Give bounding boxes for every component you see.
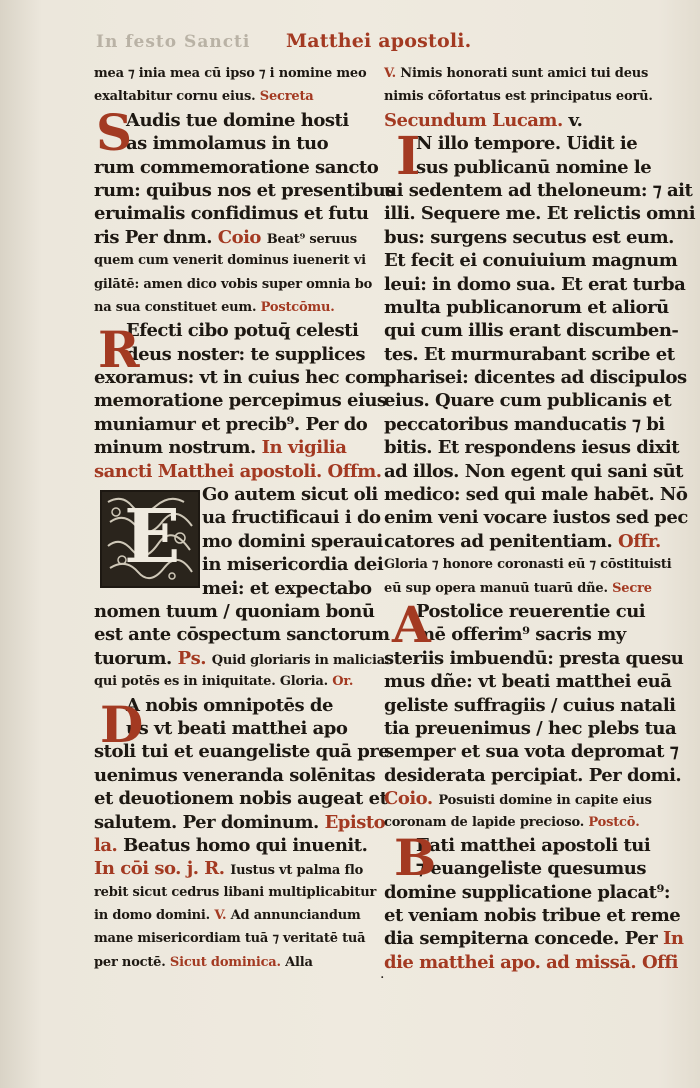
text-segment: enim veni vocare iustos sed pec <box>384 507 688 529</box>
woodcut-initial <box>100 490 200 588</box>
text-segment: illi. Sequere me. Et relictis omni <box>384 203 696 225</box>
text-segment: mus dñe: vt beati matthei euā <box>384 671 672 693</box>
right-column-line <box>384 670 672 693</box>
rubric-text: sancti Matthei apostoli. Offm. <box>94 460 382 482</box>
right-column-line <box>384 483 688 506</box>
text-segment: tuorum. <box>94 647 172 669</box>
right-column-line <box>384 296 669 319</box>
right-column-line <box>384 413 665 436</box>
right-column-line <box>384 319 679 342</box>
left-column-line <box>94 881 377 904</box>
rubric-text: Coio <box>217 226 261 248</box>
left-column-line <box>94 109 369 132</box>
right-column-line <box>384 436 680 459</box>
rubric-text: die matthei apo. ad missā. Offi <box>384 951 678 973</box>
right-column-line <box>384 179 693 202</box>
text-segment: stoli tui et euangeliste quā pre <box>94 741 390 763</box>
initial-s: S <box>96 103 133 162</box>
right-column-line <box>384 62 659 85</box>
text-segment: mei: et expectabo <box>202 577 372 599</box>
initial-b: B <box>394 828 437 887</box>
right-column-line <box>384 226 674 249</box>
text-segment: Postolice reuerentie cui <box>416 600 646 622</box>
text-segment: tes. Et murmurabant scribe et <box>384 343 675 365</box>
left-column-line <box>94 904 369 927</box>
text-segment: Posuisti domine in capite eius <box>438 793 652 809</box>
right-column-line <box>384 506 688 529</box>
rubric-text: Sicut dominica. <box>169 954 281 970</box>
rubric-text: Secre <box>612 580 652 596</box>
right-column-line <box>384 530 659 553</box>
right-column-line <box>384 343 675 366</box>
rubric-text: In cōi so. j. R. <box>94 858 225 880</box>
text-segment: eius. Quare cum publicanis et <box>384 390 672 412</box>
left-column-line <box>94 670 369 693</box>
text-segment: pharisei: dicentes ad discipulos <box>384 367 687 389</box>
right-column-line <box>384 132 659 155</box>
left-column-line <box>94 389 387 412</box>
text-segment: Beatus homo qui inuenit. <box>123 834 368 856</box>
text-segment: memoratione percepimus eius <box>94 390 387 412</box>
initial-r: R <box>98 320 140 379</box>
text-segment: ad illos. Non egent qui sani sūt <box>384 460 683 482</box>
text-segment: na sua constituet eum. <box>94 299 257 315</box>
text-segment: exaltabitur cornu eius. <box>94 89 256 105</box>
text-segment: Alla <box>285 954 313 970</box>
text-segment: Eati matthei apostoli tui <box>416 834 651 856</box>
text-segment: domine supplicatione placat⁹: <box>384 881 670 903</box>
right-column-line <box>384 740 679 763</box>
text-segment: v. <box>568 109 583 131</box>
left-column-line <box>94 460 382 483</box>
text-segment: semper et sua vota depromat ⁊ <box>384 741 679 763</box>
left-column-line <box>94 85 369 108</box>
left-column-line <box>94 413 369 436</box>
right-column-line <box>384 764 682 787</box>
text-segment: catores ad penitentiam. <box>384 530 613 552</box>
text-segment: Audis tue domine hosti <box>126 109 349 131</box>
rubric-text: Postcō. <box>588 814 640 830</box>
left-column-line <box>94 156 379 179</box>
woodcut-letter: E <box>124 494 181 580</box>
rubric-text: Or. <box>332 674 354 690</box>
text-segment: Iustus vt palma flo <box>230 863 364 879</box>
text-segment: est ante cōspectum sanctorum <box>94 624 390 646</box>
bleed-through-text: In festo Sancti <box>96 32 251 52</box>
text-segment: tia preuenimus / hec plebs tua <box>384 717 677 739</box>
text-segment: minum nostrum. <box>94 437 256 459</box>
initial-a: A <box>392 595 431 654</box>
text-segment: ui sedentem ad theloneum: ⁊ ait <box>384 179 693 201</box>
text-segment: desiderata percipiat. Per domi. <box>384 764 682 786</box>
text-segment: ⁊ euangeliste quesumus <box>416 858 646 880</box>
text-segment: dia sempiterna concede. Per <box>384 928 658 950</box>
running-header <box>0 30 700 54</box>
text-segment: rum commemoratione sancto <box>94 156 379 178</box>
text-segment: multa publicanorum et aliorū <box>384 296 669 318</box>
text-segment: Gloria ⁊ honore coronasti eū ⁊ cōstituisti <box>384 557 672 573</box>
text-segment: Et fecit ei conuiuium magnum <box>384 250 678 272</box>
initial-d: D <box>100 695 144 754</box>
text-segment: Quid gloriaris in malicia: <box>211 652 390 668</box>
text-segment: peccatoribus manducatis ⁊ bi <box>384 413 665 435</box>
running-title: Matthei apostoli. <box>286 30 472 52</box>
left-column-line <box>94 787 388 810</box>
left-column-line <box>94 436 369 459</box>
rubric-text: Episto <box>324 811 386 833</box>
left-column-line <box>94 296 369 319</box>
text-segment: mē offerim⁹ sacris my <box>416 624 626 646</box>
left-column-line <box>94 132 369 155</box>
rubric-text: In <box>662 928 684 950</box>
right-column-line <box>384 366 687 389</box>
text-segment: mane misericordiam tuā ⁊ veritatē tuā <box>94 931 366 947</box>
right-column-line <box>384 927 684 950</box>
left-column-line <box>94 951 369 974</box>
text-segment: mea ⁊ inia mea cū ipso ⁊ i nomine meo <box>94 66 367 81</box>
text-segment: ris Per dnm. <box>94 226 212 248</box>
text-segment: qui cum illis erant discumben- <box>384 320 679 342</box>
text-segment: as immolamus in tuo <box>126 133 329 155</box>
right-column-line <box>384 694 676 717</box>
text-segment: in misericordia dei <box>202 554 384 576</box>
text-segment: rebit sicut cedrus libani multiplicabitur <box>94 884 377 900</box>
text-segment: et veniam nobis tribue et reme <box>384 905 681 927</box>
margin-mark: . <box>380 966 385 982</box>
left-column-line <box>94 647 390 670</box>
text-segment: in domo domini. <box>94 908 210 924</box>
right-column-line <box>384 202 696 225</box>
text-segment: mo domini speraui <box>202 530 383 552</box>
text-segment: quem cum venerit dominus iuenerit vi <box>94 253 366 269</box>
text-segment: ua fructificaui i do <box>202 507 381 529</box>
text-segment: nimis cōfortatus est principatus eorū. <box>384 89 653 105</box>
right-column-line <box>384 273 686 296</box>
text-segment: leui: in domo sua. Et erat turba <box>384 273 686 295</box>
text-segment: et deuotionem nobis augeat et <box>94 788 388 810</box>
rubric-text: Ps. <box>177 647 207 669</box>
left-column-line <box>94 811 386 834</box>
text-segment: per noctē. <box>94 954 166 970</box>
left-column-line <box>94 62 369 85</box>
right-column-line <box>384 389 672 412</box>
text-segment: coronam de lapide precioso. <box>384 814 585 830</box>
text-segment: bitis. Et respondens iesus dixit <box>384 437 680 459</box>
text-segment: Ad annunciandum <box>230 908 361 924</box>
text-segment: Efecti cibo potuq̄ celesti <box>126 320 359 342</box>
rubric-text: Secreta <box>259 89 314 105</box>
text-segment: geliste suffragiis / cuius natali <box>384 694 676 716</box>
rubric-text: Postcōmu. <box>260 299 335 315</box>
text-segment: deus noster: te supplices <box>126 343 366 365</box>
text-segment: exoramus: vt in cuius hec com <box>94 367 386 389</box>
left-column-line <box>94 600 375 623</box>
text-segment: us vt beati matthei apo <box>126 717 348 739</box>
right-column-line <box>384 717 677 740</box>
right-column-line <box>384 156 659 179</box>
rubric-text: In vigilia <box>261 437 347 459</box>
left-column-line <box>94 226 369 249</box>
rubric-text: Offr. <box>618 530 661 552</box>
text-segment: sus publicanū nomine le <box>416 156 652 178</box>
text-segment: muniamur et precib⁹. Per do <box>94 413 368 435</box>
rubric-text: Secundum Lucam. <box>384 109 563 131</box>
text-segment: Nimis honorati sunt amici tui deus <box>400 66 649 81</box>
text-segment: rum: quibus nos et presentibus <box>94 179 395 201</box>
text-segment: medico: sed qui male habēt. Nō <box>384 484 688 506</box>
initial-i: I <box>396 126 421 187</box>
rubric-text: V. <box>384 66 396 81</box>
text-segment: eū sup opera manuū tuarū dñe. <box>384 580 608 596</box>
left-column-line <box>94 202 369 225</box>
text-segment: Beat⁹ seruus <box>266 231 357 247</box>
rubric-text: la. <box>94 834 118 856</box>
left-column-line <box>94 857 369 880</box>
left-column-line <box>94 927 369 950</box>
left-column-line <box>94 179 395 202</box>
left-column-line <box>94 764 376 787</box>
text-segment: N illo tempore. Uidit ie <box>416 133 638 155</box>
text-segment: Go autem sicut oli <box>202 484 378 506</box>
right-column-line <box>384 553 672 576</box>
text-segment: uenimus veneranda solēnitas <box>94 764 376 786</box>
right-column-line <box>384 787 659 810</box>
rubric-text: Coio. <box>384 788 433 810</box>
text-segment: eruimalis confidimus et futu <box>94 203 369 225</box>
text-segment: gilātē: amen dico vobis super omnia bo <box>94 276 373 292</box>
right-column-line <box>384 904 681 927</box>
right-column-line <box>384 109 659 132</box>
text-segment: qui potēs es in iniquitate. Gloria. <box>94 674 328 690</box>
right-column-line <box>384 249 678 272</box>
right-column-line <box>384 951 678 974</box>
rubric-text: V. <box>214 908 227 924</box>
left-column-line <box>94 623 390 646</box>
left-column-line <box>94 273 373 296</box>
left-column-line <box>94 834 369 857</box>
text-segment: nomen tuum / quoniam bonū <box>94 600 375 622</box>
right-column-line <box>384 460 683 483</box>
left-column-line <box>94 249 369 272</box>
text-segment: A nobis omnipotēs de <box>126 694 333 716</box>
right-column-line <box>384 85 659 108</box>
text-segment: bus: surgens secutus est eum. <box>384 226 674 248</box>
text-segment: salutem. Per dominum. <box>94 811 319 833</box>
text-segment: steriis imbuendū: presta quesu <box>384 647 684 669</box>
